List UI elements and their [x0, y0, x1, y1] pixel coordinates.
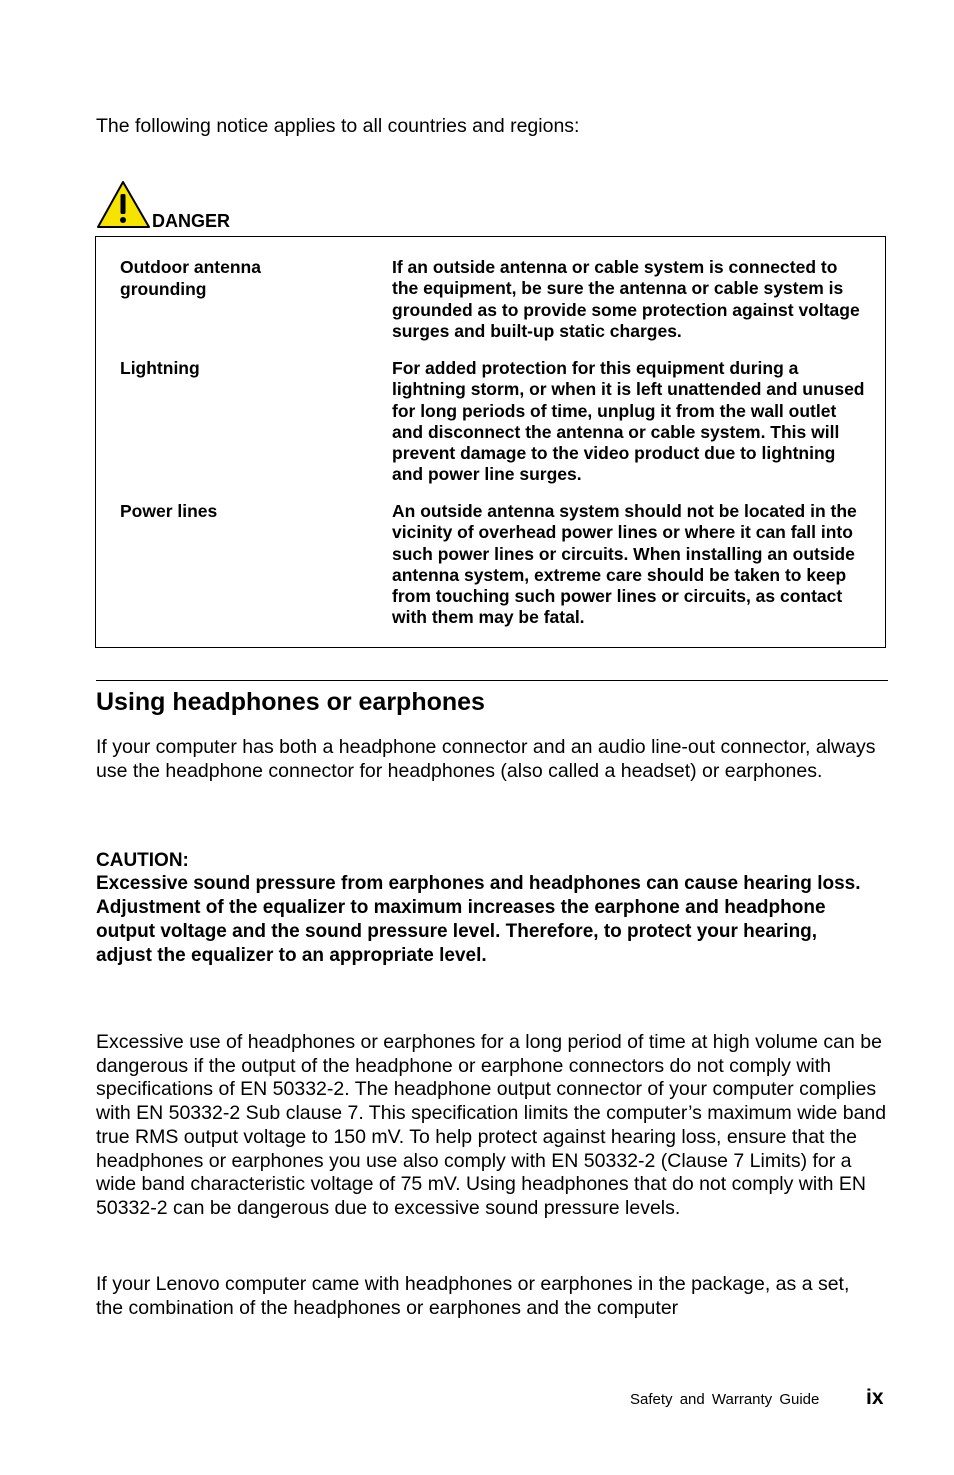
danger-term: Lightning — [120, 358, 200, 378]
warning-triangle-icon — [96, 180, 152, 230]
danger-notice-box — [95, 236, 886, 648]
danger-description: An outside antenna system should not be located in the vicinity of overhead power lines or where it can fall into such power lines or circuits. When installing an outside antenna system, extreme care should be taken to keep from touching such power lines or circuits, as contact with them may be fatal. — [392, 501, 857, 628]
danger-term: Power lines — [120, 501, 218, 521]
caution-label: CAUTION: — [96, 850, 189, 871]
paragraph-connector-usage: If your computer has both a headphone connector and an audio line-out connector, always use the headphone connector for headphones (also called a headset) or earphones. — [96, 736, 876, 782]
danger-term: Outdoor antenna grounding — [120, 257, 261, 299]
caution-text: Excessive sound pressure from earphones and headphones can cause hearing loss. Adjustment of the equalizer to maximum increases the earphone and headphone output voltage and the sound pressure level. Therefore, to protect your hearing, adjust the equalizer to an appropriate level. — [96, 873, 861, 966]
section-heading: Using headphones or earphones — [96, 688, 485, 716]
paragraph-en50332: Excessive use of headphones or earphones for a long period of time at high volume can be dangerous if the output of the headphone or earphone connectors do not comply with specifications of EN 50332-2. The headphone output connector of your computer complies with EN 50332-2 Sub clause 7. This specification limits the computer’s maximum wide band true RMS output voltage to 150 mV. To help protect against hearing loss, ensure that the headphones or earphones you use also comply with EN 50332-2 (Clause 7 Limits) for a wide band characteristic voltage of 75 mV. Using headphones that do not comply with EN 50332-2 can be dangerous due to excessive sound pressure levels. — [96, 1031, 887, 1219]
danger-label: DANGER — [152, 211, 231, 231]
page-number: ix — [866, 1386, 884, 1409]
footer-title: Safety and Warranty Guide — [630, 1391, 820, 1408]
intro-text: The following notice applies to all countries and regions: — [96, 115, 580, 137]
paragraph-lenovo-headphones: If your Lenovo computer came with headphones or earphones in the package, as a set, the combination of the headphones or earphones and the computer — [96, 1273, 850, 1319]
danger-description: For added protection for this equipment during a lightning storm, or when it is left unattended and unused for long periods of time, unplug it from the wall outlet and disconnect the antenna or cable system. This will prevent damage to the video product due to lightning and power line surges. — [392, 358, 865, 485]
danger-description: If an outside antenna or cable system is connected to the equipment, be sure the antenna or cable system is grounded as to provide some protection against voltage surges and built-up static charges. — [392, 257, 860, 341]
section-divider — [96, 680, 888, 681]
